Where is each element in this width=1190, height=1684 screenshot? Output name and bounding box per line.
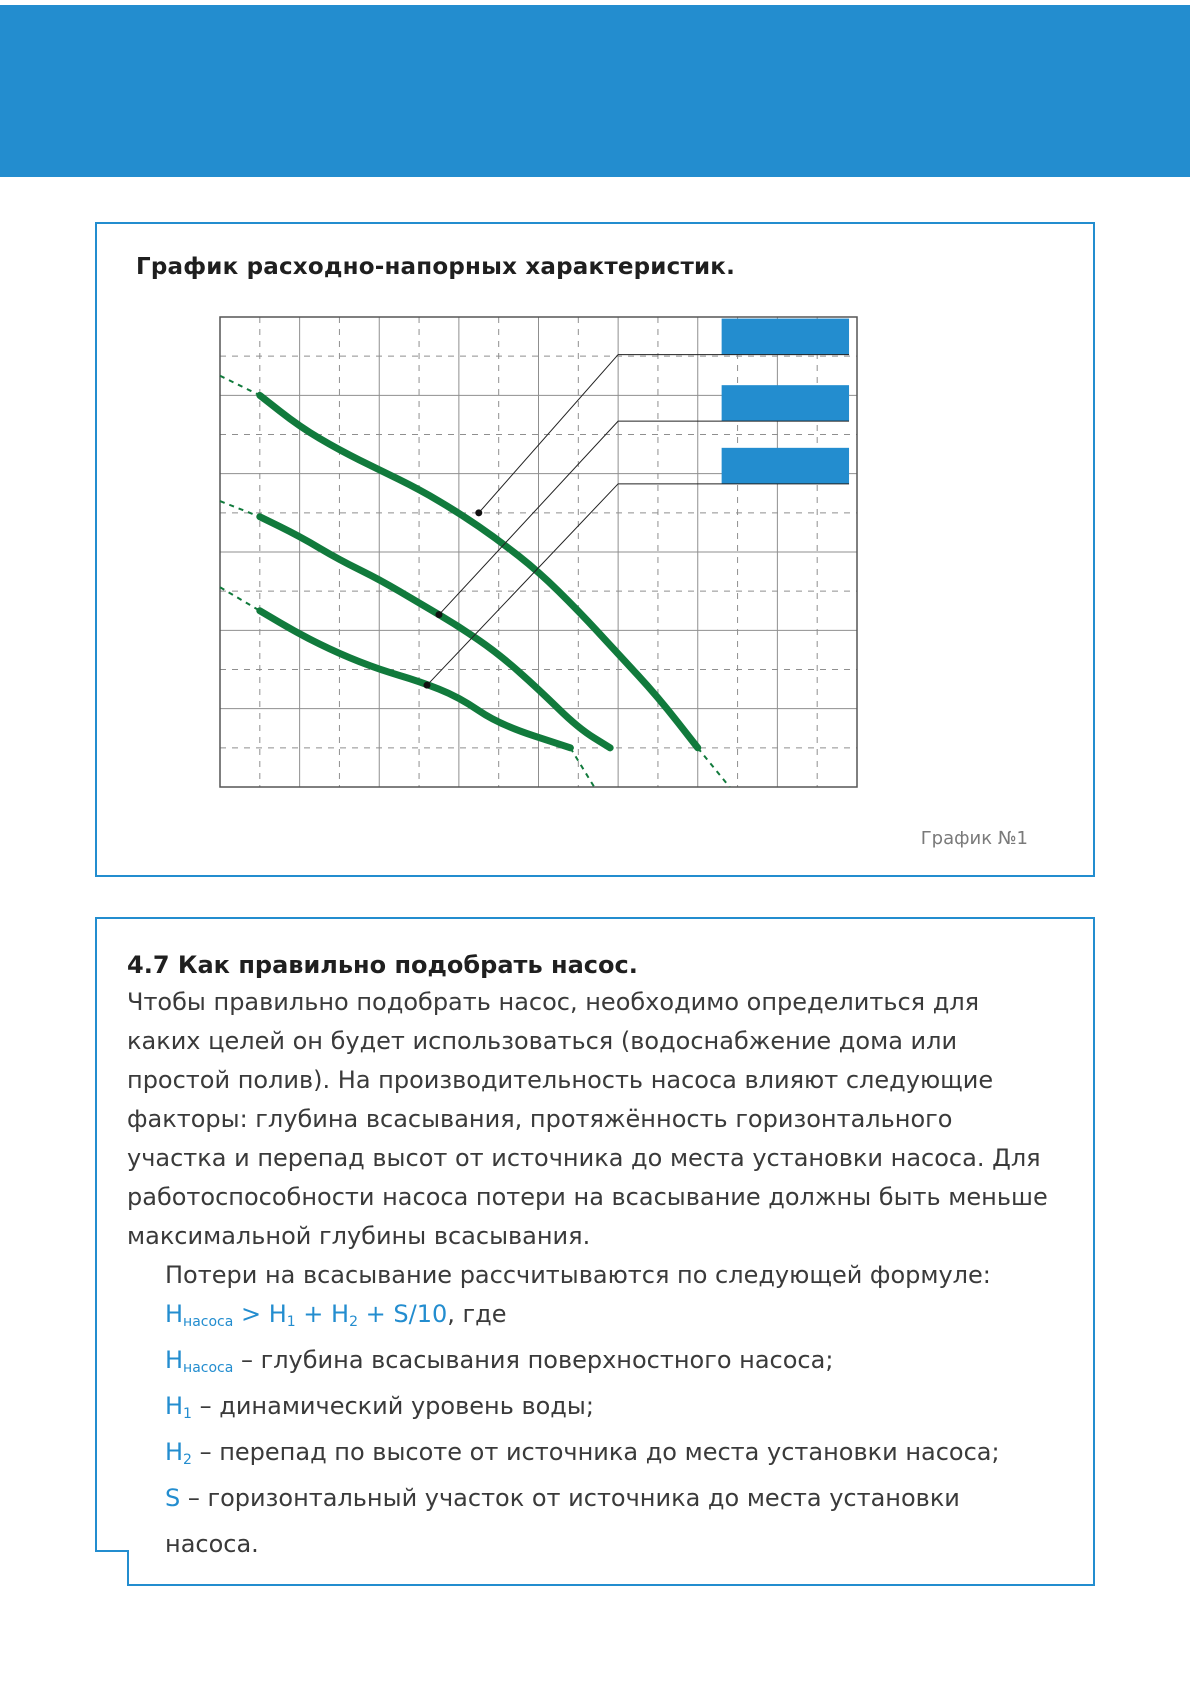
definition-s [127,1479,1057,1563]
legend-box [722,385,849,421]
formula-h1-sub: 1 [286,1314,296,1330]
leader-line [479,355,849,513]
curve-bottom-dashed-end [570,748,594,787]
def-sub: насоса [183,1360,234,1376]
pump-performance-chart [97,224,1093,875]
section-paragraph: Чтобы правильно подобрать насос, необходимо определиться для каких целей он будет использоваться (водоснабжение дома или простой полив). На производительность насоса влияют следующие факторы: глубина всасывания, протяжённость горизонтального участка и перепад высот от источника до места установки насоса. Для работоспособности насоса потери на всасывание должны быть меньше максимальной глубины всасывания. [127,988,1048,1250]
formula-h2-sub: 2 [349,1314,359,1330]
curve-top-dashed-end [698,748,730,787]
header-band [0,5,1190,177]
leader-line [427,484,849,685]
formula [127,1295,1057,1341]
definition-h1 [127,1387,1057,1433]
text-panel [95,917,1095,1586]
definition-h-pump [127,1341,1057,1387]
def-text: – перепад по высоте от источника до места установки насоса; [191,1438,1000,1466]
def-sub: 2 [183,1452,192,1468]
formula-s: S/10 [393,1300,448,1328]
def-symbol: H [165,1392,184,1420]
chart-caption: График №1 [920,828,1028,849]
def-text: – глубина всасывания поверхностного насоса; [233,1346,834,1374]
section-heading: 4.7 Как правильно подобрать насос. [127,951,638,979]
legend-box [722,319,849,355]
definition-h2 [127,1433,1057,1479]
leader-point [424,682,431,689]
curve-middle-line [260,517,610,748]
formula-suffix: , где [447,1300,507,1328]
formula-plus1: + [295,1300,332,1328]
formula-intro: Потери на всасывание рассчитываются по следующей формуле: [165,1261,991,1289]
chart-title: График расходно-напорных характеристик. [136,254,736,280]
legend-box [722,448,849,484]
chart-panel [95,222,1095,877]
panel-corner-line [95,1550,129,1552]
formula-h: H [165,1300,184,1328]
leader-point [475,509,482,516]
section-content [127,947,1057,1563]
def-text: – динамический уровень воды; [191,1392,594,1420]
def-sub: 1 [183,1406,192,1422]
def-symbol: H [165,1346,184,1374]
curve-middle-dashed-start [220,501,260,517]
formula-plus2: + [358,1300,394,1328]
panel-corner-line [127,1550,129,1586]
leader-point [435,611,442,618]
def-text: – горизонтальный участок от источника до места установки насоса. [165,1484,960,1558]
def-symbol: H [165,1438,184,1466]
formula-h1: H [268,1300,287,1328]
curve-top-dashed-start [220,376,260,396]
def-symbol: S [165,1484,181,1512]
panel-corner-notch [95,1550,129,1590]
formula-h2: H [331,1300,350,1328]
formula-h-sub: насоса [183,1314,234,1330]
formula-gt: > [233,1300,269,1328]
